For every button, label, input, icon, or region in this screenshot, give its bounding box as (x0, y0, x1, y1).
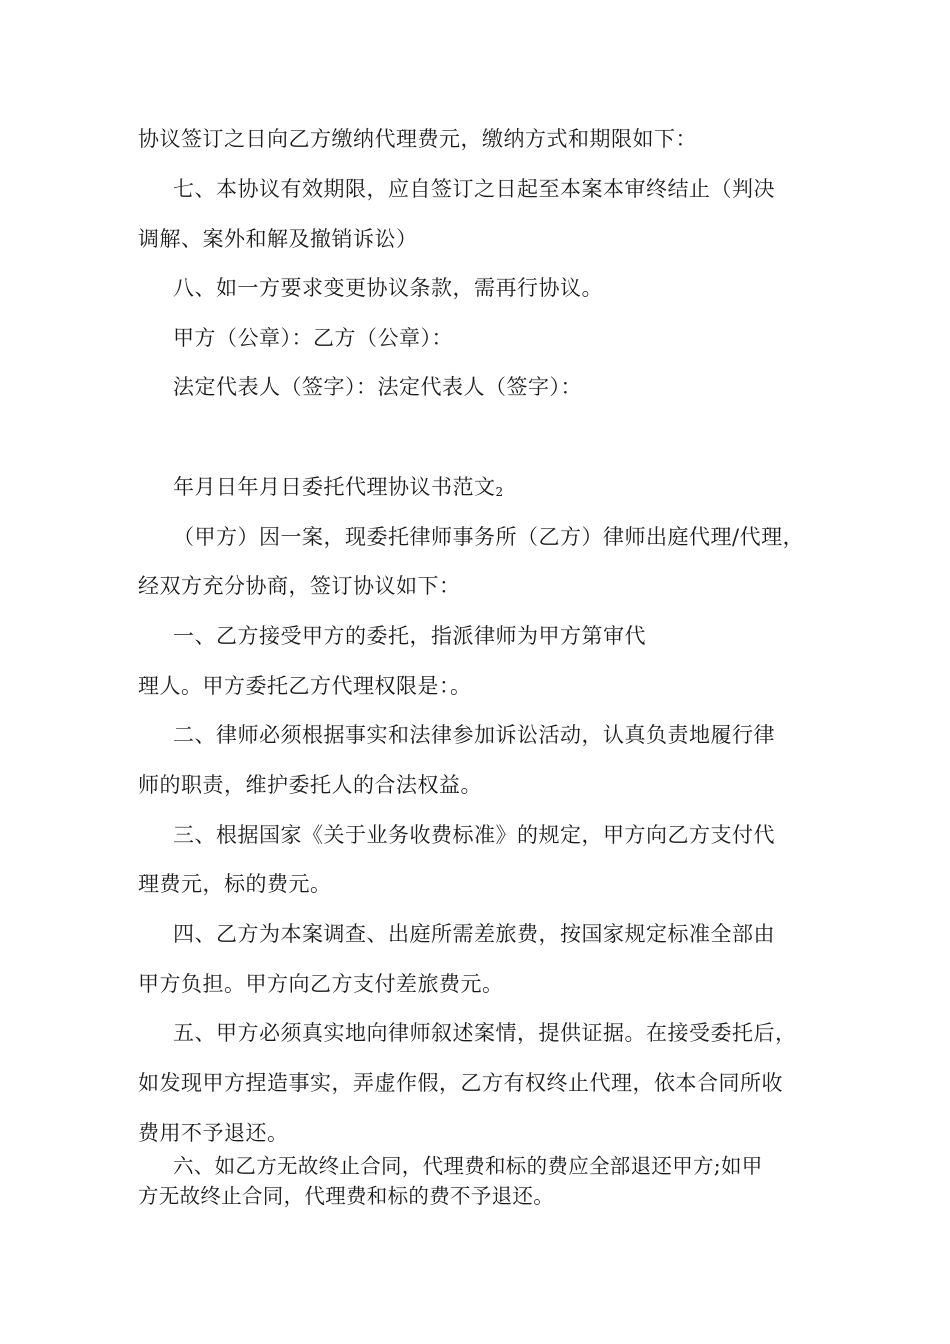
paragraph-line: 如发现甲方捏造事实，弄虚作假，乙方有权终止代理，依本合同所收 (138, 1071, 783, 1095)
clause-2-line: 二、律师必须根据事实和法律参加诉讼活动，认真负责地履行律 (173, 723, 775, 747)
section-title-text: 年月日年月日委托代理协议书范文 (173, 475, 496, 499)
seal-line: 甲方（公章）：乙方（公章）： (173, 326, 453, 350)
intro-line: （甲方）因一案，现委托律师事务所（乙方）律师出庭代理/代理， (173, 525, 805, 549)
paragraph-line: 调解、案外和解及撤销诉讼） (138, 227, 418, 251)
clause-4-line: 四、乙方为本案调查、出庭所需差旅费，按国家规定标准全部由 (173, 922, 775, 946)
paragraph-line: 协议签订之日向乙方缴纳代理费元，缴纳方式和期限如下： (138, 127, 697, 151)
section-title (173, 474, 503, 505)
paragraph-line: 费用不予退还。 (138, 1121, 289, 1145)
clause-3-line: 三、根据国家《关于业务收费标准》的规定，甲方向乙方支付代 (173, 823, 775, 847)
paragraph-line: 经双方充分协商，签订协议如下： (138, 574, 461, 598)
paragraph-line: 师的职责，维护委托人的合法权益。 (138, 773, 482, 797)
clause-8-line: 八、如一方要求变更协议条款，需再行协议。 (173, 276, 603, 300)
section-number: 2 (495, 485, 504, 499)
paragraph-line: 方无故终止合同，代理费和标的费不予退还。 (138, 1184, 554, 1208)
paragraph-line: 甲方负担。甲方向乙方支付差旅费元。 (138, 972, 504, 996)
clause-1-line: 一、乙方接受甲方的委托，指派律师为甲方第审代 (173, 624, 646, 648)
clause-7-line: 七、本协议有效期限，应自签订之日起至本案本审终结止（判决 (173, 177, 775, 201)
paragraph-line: 理人。甲方委托乙方代理权限是：。 (138, 674, 472, 698)
clause-5-line: 五、甲方必须真实地向律师叙述案情，提供证据。在接受委托后， (173, 1021, 797, 1045)
clause-6-line: 六、如乙方无故终止合同，代理费和标的费应全部退还甲方;如甲 (173, 1154, 763, 1178)
paragraph-line: 理费元，标的费元。 (138, 872, 332, 896)
signature-line: 法定代表人（签字）：法定代表人（签字）： (173, 375, 582, 399)
